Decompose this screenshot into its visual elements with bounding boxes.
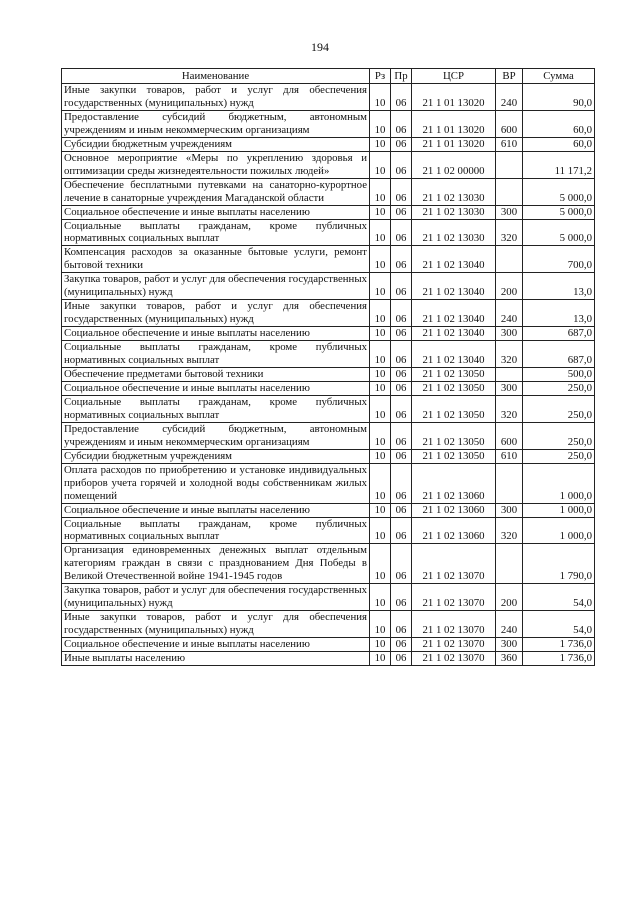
cell-name: Организация единовременных денежных выплат отдельным категориям граждан в связи с празднованием Дня Победы в Великой Отечественной войне 1941-1945 годов [62,544,370,584]
cell-pr: 06 [391,300,412,327]
cell-csr: 21 1 02 13070 [412,544,496,584]
table-row [62,395,595,422]
cell-pr: 06 [391,611,412,638]
cell-pr: 06 [391,110,412,137]
cell-csr: 21 1 01 13020 [412,137,496,151]
cell-pr: 06 [391,137,412,151]
cell-pr: 06 [391,273,412,300]
cell-rz: 10 [370,368,391,382]
cell-vr [496,544,523,584]
cell-rz: 10 [370,544,391,584]
cell-name: Иные выплаты населению [62,652,370,666]
table-row [62,219,595,246]
cell-csr: 21 1 02 13070 [412,638,496,652]
cell-name: Иные закупки товаров, работ и услуг для обеспечения государственных (муниципальных) нужд [62,84,370,111]
cell-sum: 500,0 [523,368,595,382]
cell-csr: 21 1 02 13040 [412,300,496,327]
cell-pr: 06 [391,544,412,584]
cell-vr: 300 [496,638,523,652]
cell-pr: 06 [391,449,412,463]
cell-rz: 10 [370,449,391,463]
cell-sum: 13,0 [523,300,595,327]
cell-vr: 320 [496,517,523,544]
cell-rz: 10 [370,395,391,422]
cell-sum: 13,0 [523,273,595,300]
column-header-vr: ВР [496,69,523,84]
cell-rz: 10 [370,84,391,111]
cell-name: Закупка товаров, работ и услуг для обеспечения государственных (муниципальных) нужд [62,584,370,611]
table-row [62,327,595,341]
cell-vr [496,178,523,205]
cell-pr: 06 [391,638,412,652]
cell-sum: 1 000,0 [523,503,595,517]
cell-pr: 06 [391,341,412,368]
cell-rz: 10 [370,178,391,205]
table-row [62,300,595,327]
cell-rz: 10 [370,584,391,611]
cell-name: Компенсация расходов за оказанные бытовые услуги, ремонт бытовой техники [62,246,370,273]
cell-sum: 54,0 [523,611,595,638]
budget-table [61,68,595,666]
cell-sum: 250,0 [523,395,595,422]
table-row [62,246,595,273]
cell-name: Обеспечение бесплатными путевками на санаторно-курортное лечение в санаторные учреждения Магаданской области [62,178,370,205]
cell-csr: 21 1 02 00000 [412,151,496,178]
cell-rz: 10 [370,611,391,638]
cell-pr: 06 [391,178,412,205]
cell-csr: 21 1 02 13030 [412,205,496,219]
table-row [62,449,595,463]
cell-pr: 06 [391,246,412,273]
table-body [62,84,595,666]
cell-sum: 60,0 [523,137,595,151]
cell-rz: 10 [370,517,391,544]
cell-vr: 320 [496,395,523,422]
cell-csr: 21 1 02 13040 [412,246,496,273]
cell-name: Социальные выплаты гражданам, кроме публичных нормативных социальных выплат [62,517,370,544]
cell-rz: 10 [370,327,391,341]
cell-sum: 1 790,0 [523,544,595,584]
cell-csr: 21 1 02 13050 [412,449,496,463]
cell-sum: 687,0 [523,341,595,368]
cell-vr: 600 [496,110,523,137]
cell-rz: 10 [370,503,391,517]
cell-vr: 300 [496,381,523,395]
cell-vr: 200 [496,584,523,611]
cell-csr: 21 1 02 13070 [412,584,496,611]
page-number: 194 [311,40,329,54]
cell-name: Предоставление субсидий бюджетным, автономным учреждениям и иным некоммерческим организациям [62,422,370,449]
cell-vr: 360 [496,652,523,666]
cell-name: Социальное обеспечение и иные выплаты населению [62,503,370,517]
table-row [62,205,595,219]
cell-sum: 54,0 [523,584,595,611]
cell-rz: 10 [370,638,391,652]
cell-rz: 10 [370,137,391,151]
table-row [62,652,595,666]
cell-rz: 10 [370,463,391,503]
cell-rz: 10 [370,205,391,219]
cell-pr: 06 [391,381,412,395]
cell-pr: 06 [391,584,412,611]
cell-vr: 320 [496,219,523,246]
cell-sum: 1 736,0 [523,638,595,652]
table-row [62,368,595,382]
column-header-pr: Пр [391,69,412,84]
cell-name: Иные закупки товаров, работ и услуг для обеспечения государственных (муниципальных) нужд [62,300,370,327]
cell-pr: 06 [391,327,412,341]
column-header-csr: ЦСР [412,69,496,84]
cell-csr: 21 1 01 13020 [412,110,496,137]
cell-vr [496,463,523,503]
cell-sum: 687,0 [523,327,595,341]
table-row [62,463,595,503]
cell-vr: 240 [496,300,523,327]
cell-rz: 10 [370,110,391,137]
cell-rz: 10 [370,246,391,273]
cell-rz: 10 [370,273,391,300]
cell-sum: 250,0 [523,381,595,395]
table-row [62,273,595,300]
cell-vr: 300 [496,205,523,219]
cell-sum: 250,0 [523,422,595,449]
cell-name: Предоставление субсидий бюджетным, автономным учреждениям и иным некоммерческим организациям [62,110,370,137]
cell-vr: 320 [496,341,523,368]
cell-rz: 10 [370,341,391,368]
cell-vr: 600 [496,422,523,449]
cell-rz: 10 [370,381,391,395]
table-header-row [62,69,595,84]
cell-csr: 21 1 02 13040 [412,327,496,341]
table-row [62,638,595,652]
cell-csr: 21 1 02 13060 [412,503,496,517]
cell-pr: 06 [391,652,412,666]
cell-vr: 240 [496,611,523,638]
cell-vr [496,151,523,178]
cell-name: Закупка товаров, работ и услуг для обеспечения государственных (муниципальных) нужд [62,273,370,300]
cell-name: Оплата расходов по приобретению и установке индивидуальных приборов учета горячей и холодной воды собственникам жилых помещений [62,463,370,503]
cell-name: Социальные выплаты гражданам, кроме публичных нормативных социальных выплат [62,219,370,246]
cell-sum: 11 171,2 [523,151,595,178]
cell-csr: 21 1 01 13020 [412,84,496,111]
cell-pr: 06 [391,219,412,246]
cell-name: Обеспечение предметами бытовой техники [62,368,370,382]
cell-csr: 21 1 02 13030 [412,178,496,205]
cell-sum: 250,0 [523,449,595,463]
cell-csr: 21 1 02 13050 [412,422,496,449]
cell-pr: 06 [391,84,412,111]
cell-pr: 06 [391,395,412,422]
cell-csr: 21 1 02 13040 [412,273,496,300]
cell-csr: 21 1 02 13070 [412,652,496,666]
cell-sum: 5 000,0 [523,205,595,219]
cell-csr: 21 1 02 13030 [412,219,496,246]
cell-pr: 06 [391,422,412,449]
cell-csr: 21 1 02 13060 [412,463,496,503]
table-row [62,503,595,517]
cell-sum: 5 000,0 [523,219,595,246]
cell-pr: 06 [391,463,412,503]
cell-rz: 10 [370,300,391,327]
column-header-name: Наименование [62,69,370,84]
table-row [62,611,595,638]
cell-csr: 21 1 02 13070 [412,611,496,638]
cell-name: Социальные выплаты гражданам, кроме публичных нормативных социальных выплат [62,341,370,368]
cell-rz: 10 [370,151,391,178]
cell-csr: 21 1 02 13050 [412,395,496,422]
cell-pr: 06 [391,368,412,382]
cell-rz: 10 [370,652,391,666]
cell-vr: 200 [496,273,523,300]
table-row [62,137,595,151]
cell-csr: 21 1 02 13060 [412,517,496,544]
cell-sum: 1 000,0 [523,517,595,544]
cell-csr: 21 1 02 13050 [412,368,496,382]
cell-name: Социальные выплаты гражданам, кроме публичных нормативных социальных выплат [62,395,370,422]
cell-pr: 06 [391,503,412,517]
cell-vr: 610 [496,449,523,463]
table-row [62,544,595,584]
cell-pr: 06 [391,517,412,544]
cell-name: Основное мероприятие «Меры по укреплению здоровья и оптимизации среды жизнедеятельности пожилых людей» [62,151,370,178]
cell-sum: 5 000,0 [523,178,595,205]
cell-sum: 1 000,0 [523,463,595,503]
column-header-rz: Рз [370,69,391,84]
cell-rz: 10 [370,219,391,246]
cell-name: Иные закупки товаров, работ и услуг для обеспечения государственных (муниципальных) нужд [62,611,370,638]
cell-vr: 300 [496,327,523,341]
table-row [62,341,595,368]
table-row [62,422,595,449]
table-row [62,84,595,111]
cell-sum: 90,0 [523,84,595,111]
table-row [62,584,595,611]
cell-vr: 240 [496,84,523,111]
table-row [62,517,595,544]
cell-sum: 1 736,0 [523,652,595,666]
table-row [62,381,595,395]
cell-name: Субсидии бюджетным учреждениям [62,449,370,463]
cell-pr: 06 [391,151,412,178]
cell-name: Социальное обеспечение и иные выплаты населению [62,205,370,219]
cell-rz: 10 [370,422,391,449]
cell-vr: 300 [496,503,523,517]
cell-vr [496,246,523,273]
column-header-sum: Сумма [523,69,595,84]
cell-sum: 700,0 [523,246,595,273]
table-row [62,110,595,137]
cell-pr: 06 [391,205,412,219]
cell-sum: 60,0 [523,110,595,137]
cell-csr: 21 1 02 13050 [412,381,496,395]
table-row [62,178,595,205]
cell-vr: 610 [496,137,523,151]
cell-csr: 21 1 02 13040 [412,341,496,368]
table-row [62,151,595,178]
cell-name: Социальное обеспечение и иные выплаты населению [62,327,370,341]
cell-name: Социальное обеспечение и иные выплаты населению [62,381,370,395]
cell-name: Социальное обеспечение и иные выплаты населению [62,638,370,652]
cell-name: Субсидии бюджетным учреждениям [62,137,370,151]
cell-vr [496,368,523,382]
